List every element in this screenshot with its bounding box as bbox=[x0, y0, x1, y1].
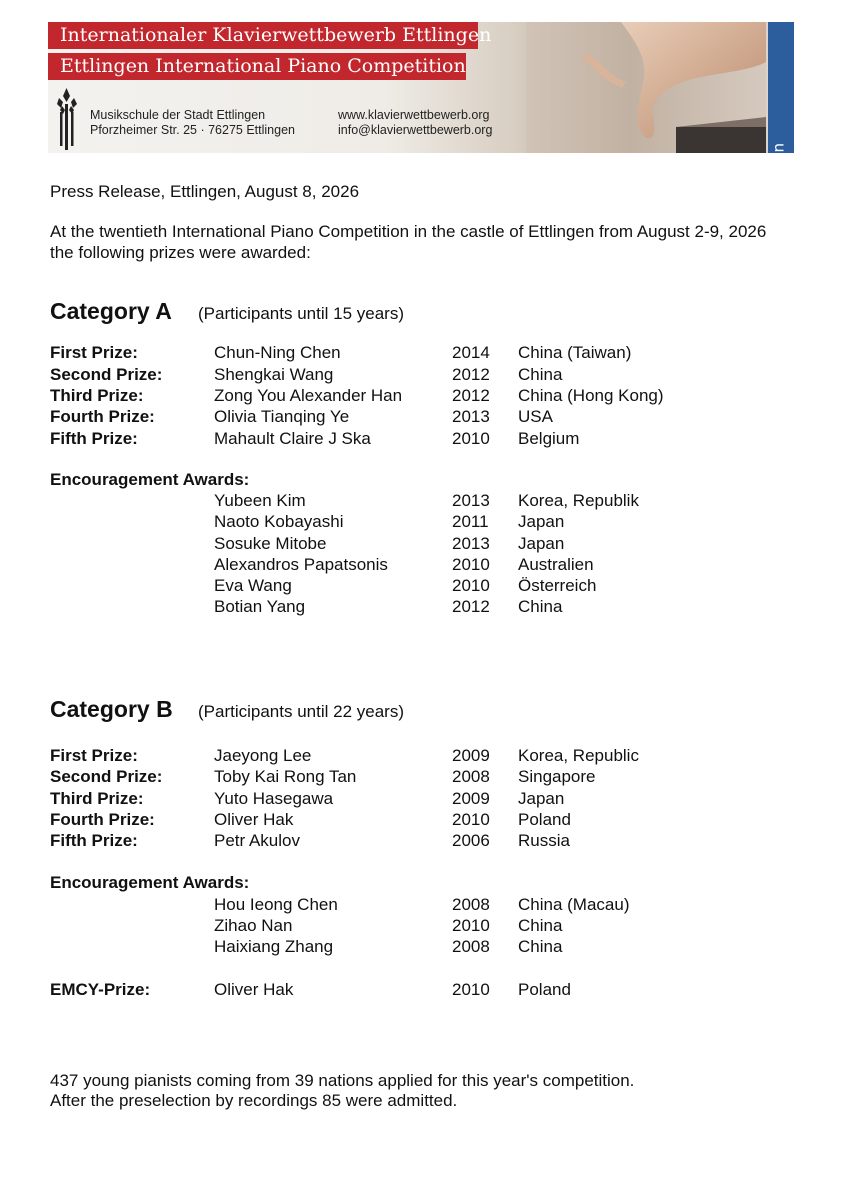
country: Korea, Republik bbox=[518, 491, 639, 510]
country: Russia bbox=[518, 831, 570, 850]
encouragement-row bbox=[50, 490, 790, 511]
winner-name: Sosuke Mitobe bbox=[214, 534, 327, 553]
country: Australien bbox=[518, 555, 594, 574]
winner-name: Olivia Tianqing Ye bbox=[214, 407, 350, 426]
prize-row bbox=[50, 364, 790, 385]
winner-name: Yubeen Kim bbox=[214, 491, 306, 510]
birth-year: 2010 bbox=[452, 810, 490, 829]
winner-name: Oliver Hak bbox=[214, 980, 294, 999]
encouragement-row bbox=[50, 894, 790, 915]
country: China (Macau) bbox=[518, 895, 630, 914]
category-a-note: (Participants until 15 years) bbox=[198, 304, 404, 323]
birth-year: 2008 bbox=[452, 937, 490, 956]
prize-label: Fifth Prize: bbox=[50, 429, 138, 448]
country: Singapore bbox=[518, 767, 596, 786]
birth-year: 2008 bbox=[452, 895, 490, 914]
prize-label: Third Prize: bbox=[50, 386, 144, 405]
winner-name: Naoto Kobayashi bbox=[214, 512, 344, 531]
country: China bbox=[518, 937, 563, 956]
encouragement-row bbox=[50, 915, 790, 936]
birth-year: 2013 bbox=[452, 534, 490, 553]
winner-name: Zihao Nan bbox=[214, 916, 293, 935]
prize-row bbox=[50, 830, 790, 851]
winner-name: Haixiang Zhang bbox=[214, 937, 334, 956]
encouragement-row bbox=[50, 936, 790, 957]
winner-name: Chun-Ning Chen bbox=[214, 343, 341, 362]
prize-row bbox=[50, 788, 790, 809]
country: China bbox=[518, 916, 563, 935]
competition-title-german: Internationaler Klavierwettbewerb Ettlingen bbox=[48, 22, 478, 49]
side-label: Ettlingen bbox=[769, 142, 787, 219]
winner-name: Toby Kai Rong Tan bbox=[214, 767, 357, 786]
winner-name: Eva Wang bbox=[214, 576, 292, 595]
prize-label: Fourth Prize: bbox=[50, 407, 155, 426]
winner-name: Botian Yang bbox=[214, 597, 306, 616]
prize-label: First Prize: bbox=[50, 343, 138, 362]
closing-paragraph bbox=[50, 1071, 790, 1111]
side-strip bbox=[768, 22, 794, 153]
birth-year: 2012 bbox=[452, 365, 490, 384]
prize-label: Third Prize: bbox=[50, 789, 144, 808]
winner-name: Mahault Claire J Ska bbox=[214, 429, 371, 448]
country: Belgium bbox=[518, 429, 580, 448]
birth-year: 2006 bbox=[452, 831, 490, 850]
applicants-line: 437 young pianists coming from 39 nations applied for this year's competition. bbox=[50, 1071, 635, 1090]
prize-row bbox=[50, 428, 790, 449]
encouragement-row bbox=[50, 533, 790, 554]
encouragement-row bbox=[50, 554, 790, 575]
country: Japan bbox=[518, 789, 565, 808]
birth-year: 2013 bbox=[452, 491, 490, 510]
birth-year: 2010 bbox=[452, 916, 490, 935]
school-street: Pforzheimer Str. 25 · 76275 Ettlingen bbox=[90, 123, 295, 137]
country: China bbox=[518, 365, 563, 384]
birth-year: 2009 bbox=[452, 746, 490, 765]
country: Österreich bbox=[518, 576, 597, 595]
country: Japan bbox=[518, 512, 565, 531]
press-release-line: Press Release, Ettlingen, August 8, 2026 bbox=[50, 182, 360, 201]
prize-label: Second Prize: bbox=[50, 767, 163, 786]
prize-label: First Prize: bbox=[50, 746, 138, 765]
winner-name: Alexandros Papatsonis bbox=[214, 555, 388, 574]
prize-label: Fifth Prize: bbox=[50, 831, 138, 850]
winner-name: Petr Akulov bbox=[214, 831, 300, 850]
country: China (Hong Kong) bbox=[518, 386, 664, 405]
encouragement-row bbox=[50, 511, 790, 532]
website-link[interactable]: www.klavierwettbewerb.org bbox=[338, 108, 490, 122]
winner-name: Oliver Hak bbox=[214, 810, 294, 829]
intro-paragraph: At the twentieth International Piano Competition in the castle of Ettlingen from August 2-9, 2026 the following prizes were awarded: bbox=[50, 222, 767, 262]
prize-label: Second Prize: bbox=[50, 365, 163, 384]
country: Poland bbox=[518, 980, 571, 999]
winner-name: Jaeyong Lee bbox=[214, 746, 312, 765]
birth-year: 2010 bbox=[452, 555, 490, 574]
country: Japan bbox=[518, 534, 565, 553]
winner-name: Yuto Hasegawa bbox=[214, 789, 334, 808]
encouragement-row bbox=[50, 596, 790, 617]
emcy-prize-row bbox=[50, 979, 790, 1000]
birth-year: 2009 bbox=[452, 789, 490, 808]
prize-row bbox=[50, 342, 790, 363]
birth-year: 2010 bbox=[452, 980, 490, 999]
prize-row bbox=[50, 406, 790, 427]
birth-year: 2012 bbox=[452, 386, 490, 405]
music-school-logo-icon bbox=[56, 86, 78, 150]
winner-name: Hou Ieong Chen bbox=[214, 895, 338, 914]
birth-year: 2008 bbox=[452, 767, 490, 786]
prize-label: EMCY-Prize: bbox=[50, 980, 151, 999]
winner-name: Zong You Alexander Han bbox=[214, 386, 403, 405]
country: China (Taiwan) bbox=[518, 343, 632, 362]
birth-year: 2010 bbox=[452, 429, 490, 448]
school-name: Musikschule der Stadt Ettlingen bbox=[90, 108, 266, 122]
prize-row bbox=[50, 766, 790, 787]
category-a-title: Category A bbox=[50, 298, 172, 324]
prize-row bbox=[50, 809, 790, 830]
encouragement-row bbox=[50, 575, 790, 596]
category-b-note: (Participants until 22 years) bbox=[198, 702, 404, 721]
encouragement-awards-label: Encouragement Awards: bbox=[50, 470, 250, 489]
country: USA bbox=[518, 407, 553, 426]
prize-row bbox=[50, 385, 790, 406]
winner-name: Shengkai Wang bbox=[214, 365, 334, 384]
birth-year: 2012 bbox=[452, 597, 490, 616]
birth-year: 2014 bbox=[452, 343, 490, 362]
country: Poland bbox=[518, 810, 571, 829]
contact-info bbox=[338, 108, 492, 138]
country: Korea, Republic bbox=[518, 746, 639, 765]
country: China bbox=[518, 597, 563, 616]
pianist-hand-image bbox=[526, 22, 766, 153]
prize-label: Fourth Prize: bbox=[50, 810, 155, 829]
encouragement-awards-label: Encouragement Awards: bbox=[50, 873, 250, 892]
competition-title-english: Ettlingen International Piano Competition bbox=[48, 53, 466, 80]
birth-year: 2010 bbox=[452, 576, 490, 595]
birth-year: 2011 bbox=[452, 512, 489, 531]
birth-year: 2013 bbox=[452, 407, 490, 426]
email-link[interactable]: info@klavierwettbewerb.org bbox=[338, 123, 493, 137]
prize-row bbox=[50, 745, 790, 766]
school-address bbox=[90, 108, 295, 138]
admitted-line: After the preselection by recordings 85 were admitted. bbox=[50, 1091, 458, 1110]
category-b-title: Category B bbox=[50, 696, 173, 722]
